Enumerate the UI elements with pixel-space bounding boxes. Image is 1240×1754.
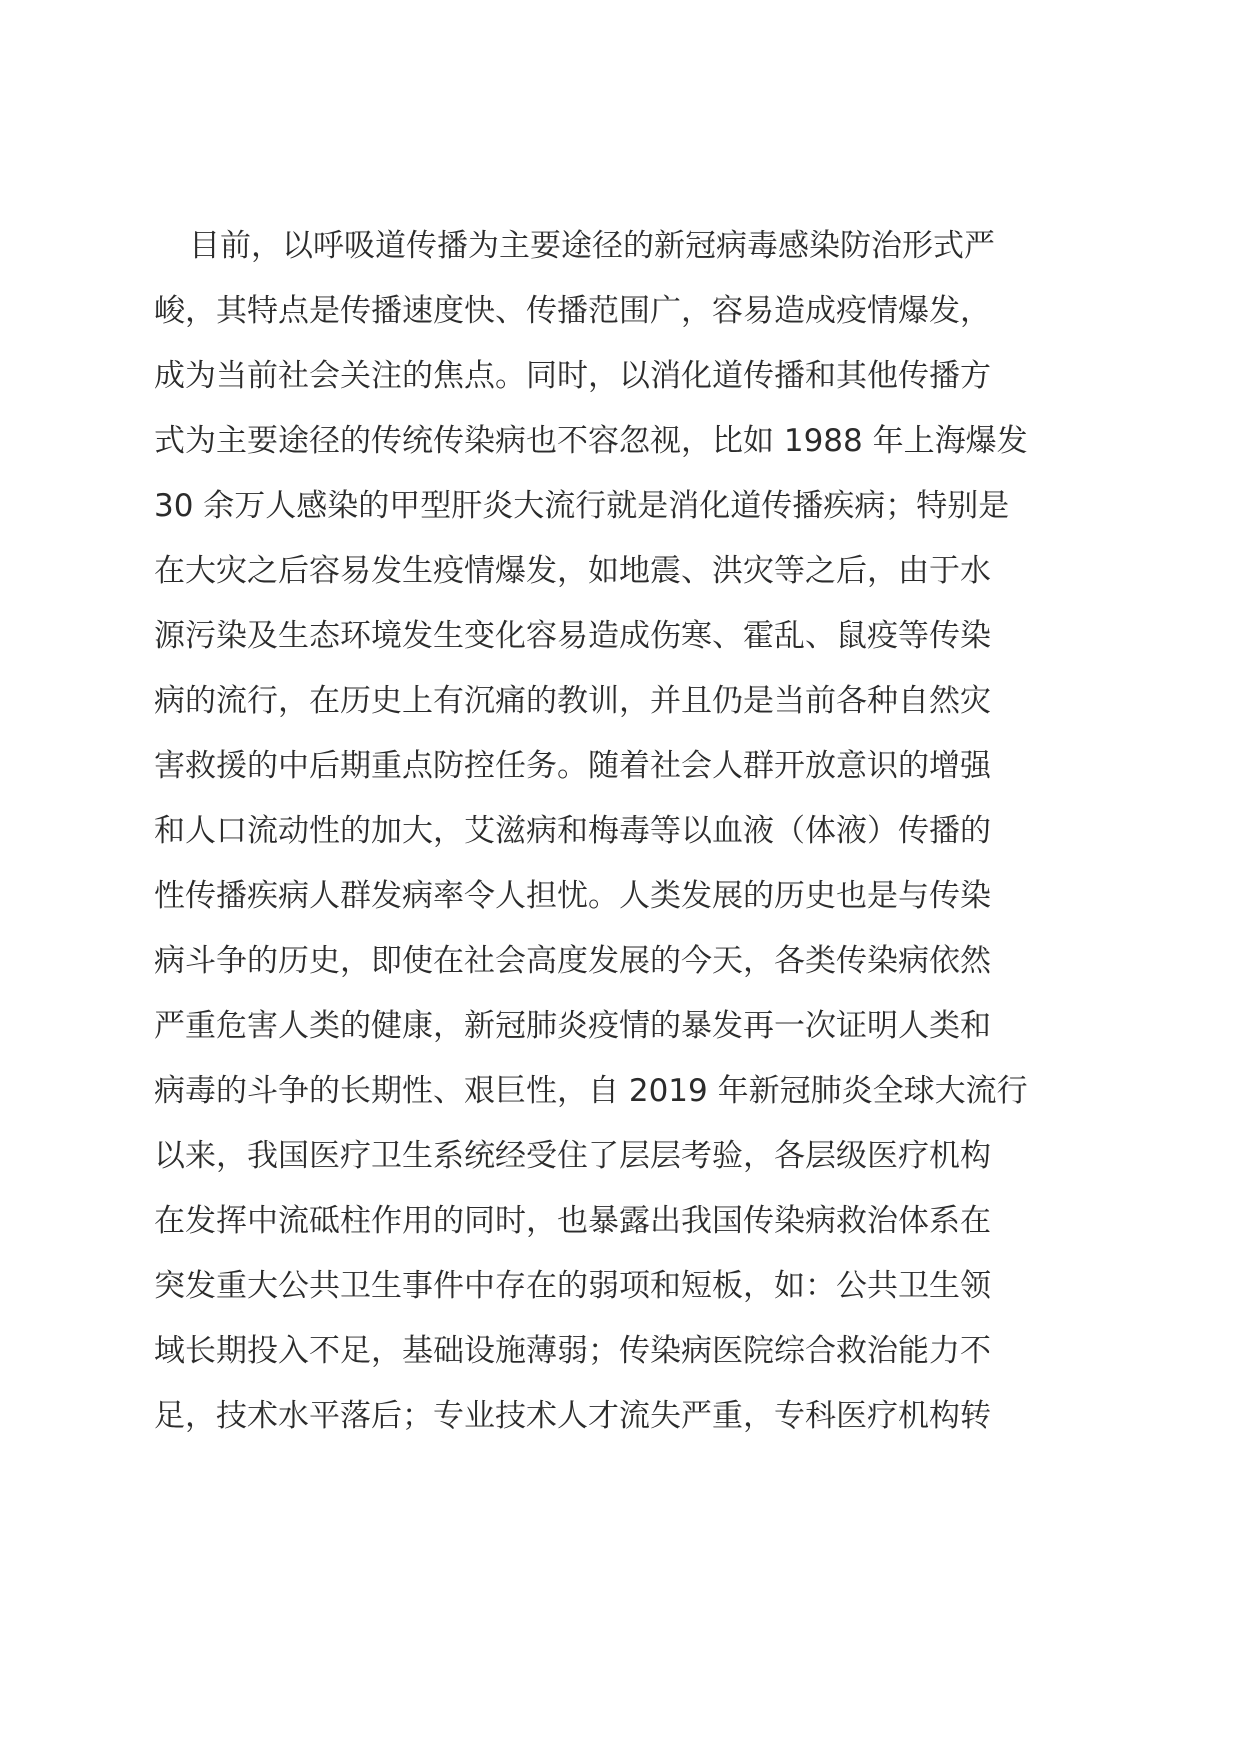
paragraph-line: 以来，我国医疗卫生系统经受住了层层考验，各层级医疗机构: [154, 1138, 991, 1174]
paragraph-line: 在发挥中流砥柱作用的同时，也暴露出我国传染病救治体系在: [154, 1203, 991, 1239]
paragraph-line: 目前，以呼吸道传播为主要途径的新冠病毒感染防治形式严: [189, 228, 995, 264]
paragraph-line: 严重危害人类的健康，新冠肺炎疫情的暴发再一次证明人类和: [154, 1008, 991, 1044]
paragraph-line: 性传播疾病人群发病率令人担忧。人类发展的历史也是与传染: [154, 878, 991, 914]
paragraph-line: 害救援的中后期重点防控任务。随着社会人群开放意识的增强: [154, 748, 991, 784]
paragraph-line: 病的流行，在历史上有沉痛的教训，并且仍是当前各种自然灾: [154, 683, 991, 719]
paragraph-line: 式为主要途径的传统传染病也不容忽视，比如 1988 年上海爆发: [154, 423, 1028, 459]
paragraph-line: 30 余万人感染的甲型肝炎大流行就是消化道传播疾病；特别是: [154, 488, 1010, 524]
paragraph-line: 病斗争的历史，即使在社会高度发展的今天，各类传染病依然: [154, 943, 991, 979]
paragraph-line: 源污染及生态环境发生变化容易造成伤寒、霍乱、鼠疫等传染: [154, 618, 991, 654]
paragraph-line: 成为当前社会关注的焦点。同时，以消化道传播和其他传播方: [154, 358, 991, 394]
paragraph-line: 域长期投入不足，基础设施薄弱；传染病医院综合救治能力不: [154, 1333, 991, 1369]
paragraph-line: 突发重大公共卫生事件中存在的弱项和短板，如：公共卫生领: [154, 1268, 991, 1304]
paragraph-line: 和人口流动性的加大，艾滋病和梅毒等以血液（体液）传播的: [154, 813, 991, 849]
paragraph-line: 峻，其特点是传播速度快、传播范围广，容易造成疫情爆发，: [154, 293, 991, 329]
paragraph-line: 病毒的斗争的长期性、艰巨性，自 2019 年新冠肺炎全球大流行: [154, 1073, 1028, 1109]
paragraph-line: 足，技术水平落后；专业技术人才流失严重，专科医疗机构转: [154, 1398, 991, 1434]
paragraph-line: 在大灾之后容易发生疫情爆发，如地震、洪灾等之后，由于水: [154, 553, 991, 589]
